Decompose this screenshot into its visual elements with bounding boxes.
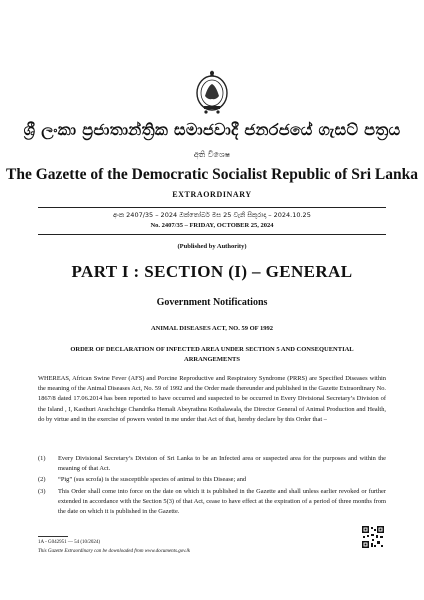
list-item bbox=[38, 475, 386, 485]
divider bbox=[38, 234, 386, 235]
download-note: This Gazette Extraordinary can be downloaded from www.documents.gov.lk bbox=[38, 549, 190, 554]
footnote-divider bbox=[38, 536, 68, 537]
order-clauses bbox=[38, 454, 386, 518]
part-title: PART I : SECTION (I) – GENERAL bbox=[71, 262, 353, 281]
divider bbox=[38, 207, 386, 208]
gazette-title-english: The Gazette of the Democratic Socialist Republic of Sri Lanka bbox=[6, 166, 418, 183]
print-code: 1A - G042951 — 54 (10/2024) bbox=[38, 540, 101, 545]
list-item bbox=[38, 454, 386, 474]
sri-lanka-emblem-icon bbox=[192, 66, 232, 116]
gazette-title-sinhala: ශ්‍රී ලංකා ප්‍රජාතාන්ත්‍රික සමාජවාදී ජනරජයේ ගැසට් පත්‍රය bbox=[23, 120, 401, 139]
issue-line-english: No. 2407/35 – FRIDAY, OCTOBER 25, 2024 bbox=[150, 222, 274, 229]
clause-number: (3) bbox=[38, 487, 46, 495]
clause-text: This Order shall come into force on the date on which it is published in the Gazette and shall unless earlier revoked or further extended in accordance with the Section 5(3) of that Act, cease to have effect at the expiration of a period of three months from the date on which it is published in the Gazette. bbox=[58, 487, 386, 516]
clause-text: “Pig” (sus scrofa) is the susceptible species of animal to this Disease; and bbox=[58, 476, 247, 484]
clause-number: (2) bbox=[38, 476, 46, 484]
notice-body: WHEREAS, African Swine Fever (AFS) and Porcine Reproductive and Respiratory Syndrome (PRRS) are Specified Diseases within the meaning of the Animal Diseases Act, No. 59 of 1992 and the Order made thereunder and published in the Gazette Extraordinary No. 1867/8 dated 17.06.2014 has been reported to have occurred and suspected to be occurred in Every Divisional Secretary’s Division of the Island , I, Kasthuri Arachchige Chandrika Hemali Abeyrathna Kothalawala, the Director General of Animal Production and Health, do by virtue and in the exercise of powers vested in me under that Act of that, hereby declare by this Order that – bbox=[38, 375, 387, 423]
section-subheading: Government Notifications bbox=[156, 297, 268, 308]
issue-line-sinhala: අංක 2407/35 – 2024 ඔක්තෝබර් මස 25 වැනි සිකුරාදා – 2024.10.25 bbox=[113, 211, 311, 219]
extraordinary-sinhala: අති විශෙෂ bbox=[193, 150, 231, 159]
order-title: ORDER OF DECLARATION OF INFECTED AREA UNDER SECTION 5 AND CONSEQUENTIAL ARRANGEMENTS bbox=[70, 346, 354, 363]
extraordinary-label: EXTRAORDINARY bbox=[172, 190, 252, 199]
qr-code-icon bbox=[362, 526, 384, 548]
published-by-authority: (Published by Authority) bbox=[177, 243, 247, 250]
list-item bbox=[38, 487, 386, 518]
clause-number: (1) bbox=[38, 455, 46, 462]
clause-text: Every Divisional Secretary’s Division of Sri Lanka to be an Infected area or suspected area for the purposes and within the meaning of that Act. bbox=[58, 455, 386, 473]
act-title: ANIMAL DISEASES ACT, NO. 59 OF 1992 bbox=[150, 325, 274, 332]
